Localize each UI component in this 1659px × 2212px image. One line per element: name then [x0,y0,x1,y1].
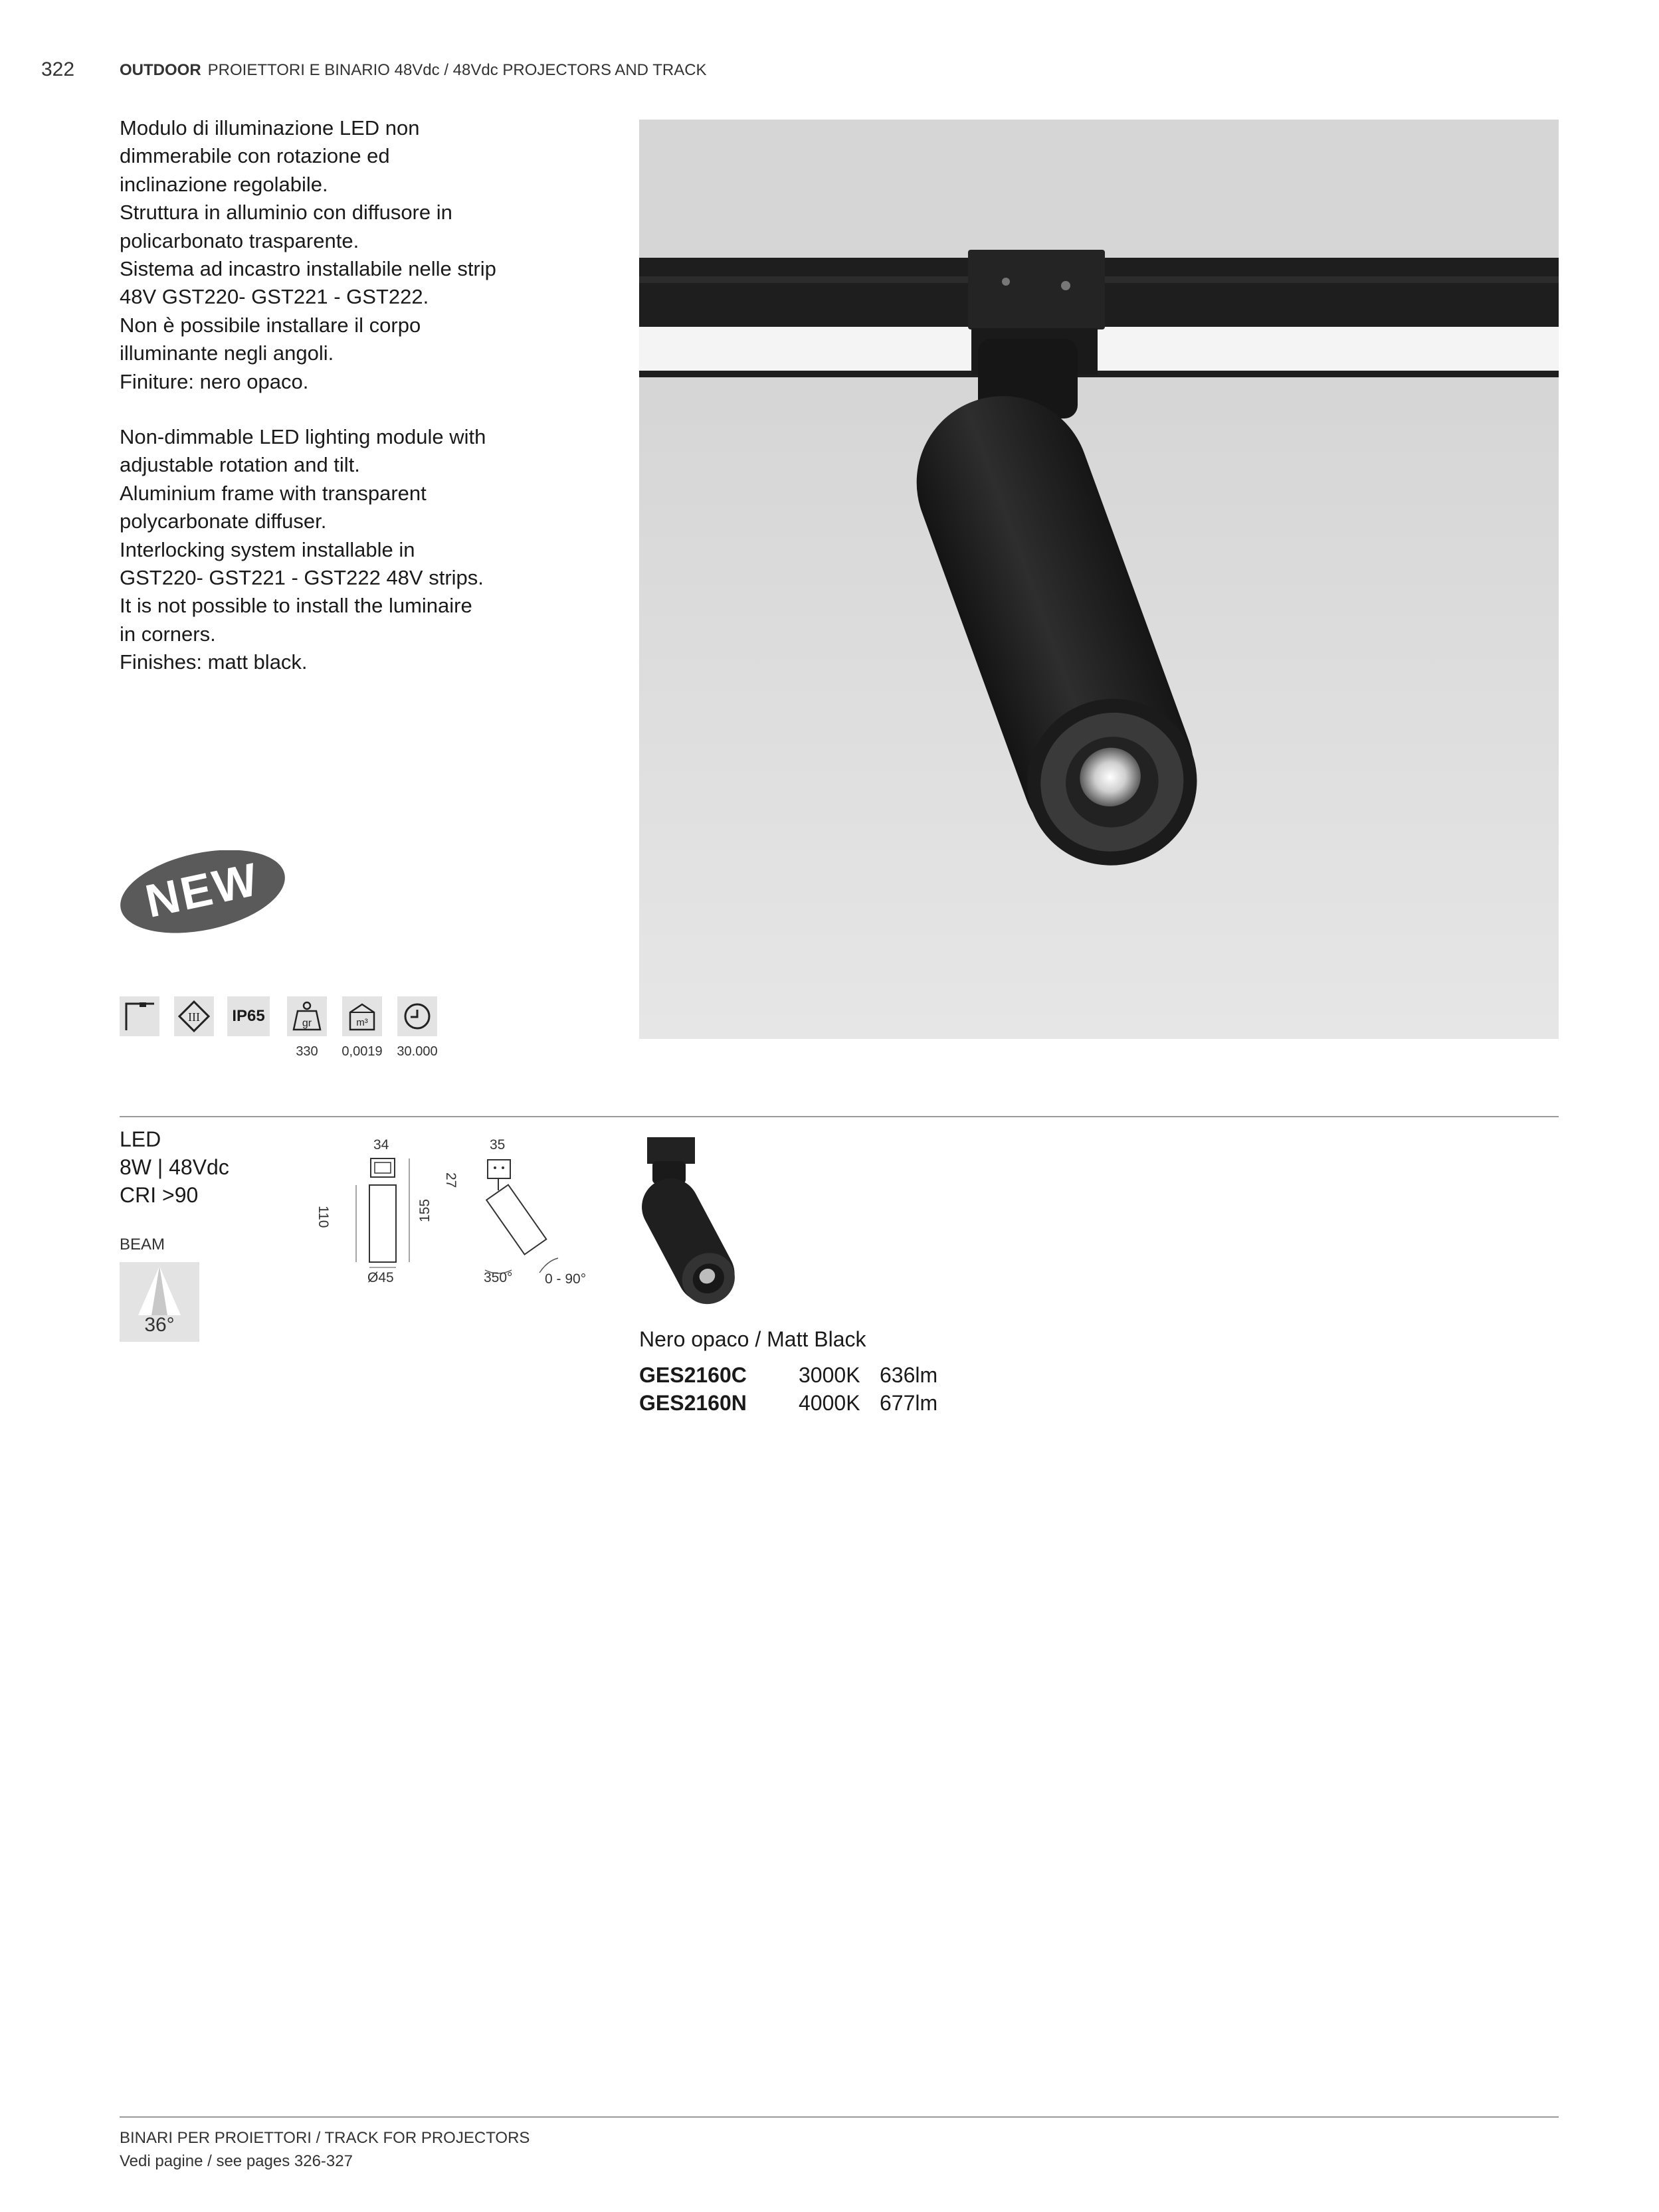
footer-divider [120,2116,1559,2118]
variant-lumen: 677lm [880,1391,938,1415]
description-line: illuminante negli angoli. [120,341,334,365]
description-line: policarbonato trasparente. [120,229,359,252]
beam-label: BEAM [120,1236,165,1253]
description-line: Non-dimmable LED lighting module with [120,425,486,448]
new-badge-text: NEW [141,852,264,928]
description-line: Interlocking system installable in [120,537,415,561]
variant-thumbnail [639,1135,765,1314]
description-line: polycarbonate diffuser. [120,509,327,533]
footer-see-pages: Vedi pagine / see pages 326-327 [120,2152,353,2170]
variant-cct: 4000K [799,1391,860,1415]
volume-icon [342,996,382,1036]
dim-front-body-height: 110 [316,1206,331,1228]
description-line: Aluminium frame with transparent [120,481,427,505]
dim-side-rotation: 350° [484,1270,513,1285]
description-line: GST220- GST221 - GST222 48V strips. [120,566,484,590]
spec-source: LED [120,1127,161,1151]
track-mount-icon [120,996,159,1036]
spec-cri: CRI >90 [120,1183,199,1207]
variant-finish: Nero opaco / Matt Black [639,1327,866,1351]
weight-value: 330 [296,1044,318,1059]
dim-front-diameter: Ø45 [367,1270,394,1285]
page-header [120,61,707,80]
variant-row [639,1391,937,1416]
dim-front-total-height: 155 [417,1198,433,1222]
new-badge [117,850,288,933]
dim-side-tilt: 0 - 90° [545,1271,587,1287]
description-line: inclinazione regolabile. [120,172,328,196]
description-line: 48V GST220- GST221 - GST222. [120,285,429,309]
variant-code: GES2160N [639,1391,747,1415]
section-divider [120,1116,1559,1117]
class-iii-icon [174,996,214,1036]
header-section: OUTDOOR [120,61,201,79]
description-line: Finishes: matt black. [120,650,308,674]
variant-cct: 3000K [799,1363,860,1387]
description-line: Non è possibile installare il corpo [120,313,421,337]
description-line: Finiture: nero opaco. [120,369,309,393]
variant-code: GES2160C [639,1363,747,1387]
ip-rating-badge: IP65 [227,996,270,1036]
variant-lumen: 636lm [880,1363,938,1387]
description-line: in corners. [120,622,216,646]
description-line: Modulo di illuminazione LED non [120,116,420,139]
variant-row [639,1363,937,1388]
spec-power: 8W | 48Vdc [120,1155,229,1179]
lifetime-value: 30.000 [397,1044,438,1059]
header-title: PROIETTORI E BINARIO 48Vdc / 48Vdc PROJECTORS AND TRACK [207,61,707,79]
page-number: 322 [41,58,75,80]
front-drawing [345,1156,419,1269]
footer-track-reference: BINARI PER PROIETTORI / TRACK FOR PROJECTORS [120,2129,530,2147]
side-drawing [465,1156,598,1282]
product-photo [639,120,1559,1039]
dim-front-width: 34 [373,1137,389,1152]
lifetime-icon [397,996,437,1036]
description-english [120,423,545,677]
beam-angle: 36° [144,1314,175,1336]
description-line: It is not possible to install the luminaire [120,594,472,618]
volume-value: 0,0019 [342,1044,383,1059]
svg-text:III: III [188,1010,200,1024]
weight-icon [287,996,327,1036]
description-line: Struttura in alluminio con diffusore in [120,201,452,225]
description-line: adjustable rotation and tilt. [120,453,360,477]
dim-side-head-height: 27 [443,1172,458,1188]
description-line: dimmerabile con rotazione ed [120,144,390,168]
dim-side-width: 35 [490,1137,506,1152]
description-line: Sistema ad incastro installabile nelle strip [120,257,496,281]
description-italian [120,114,545,396]
volume-unit: m³ [356,1017,368,1028]
weight-unit: gr [302,1018,312,1029]
